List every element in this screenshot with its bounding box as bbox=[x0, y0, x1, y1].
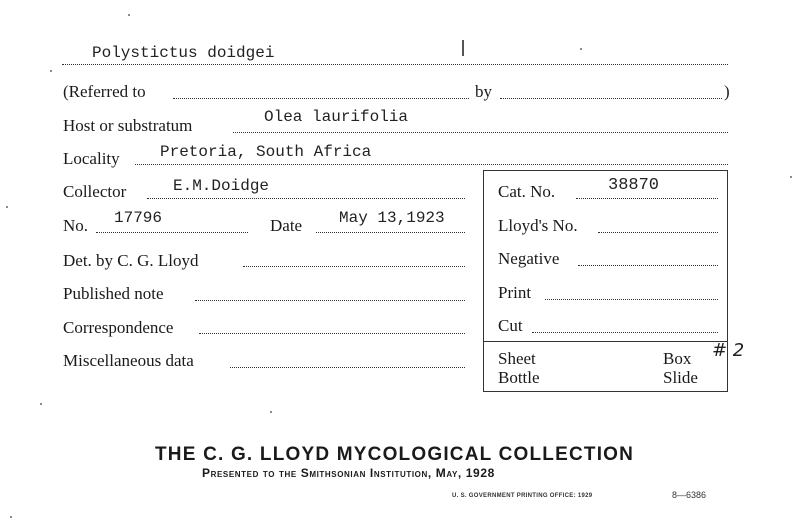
box-label: Box bbox=[663, 349, 692, 368]
by-line bbox=[500, 98, 722, 99]
print-label: Print bbox=[498, 283, 532, 302]
species-line bbox=[62, 64, 728, 65]
cat-no-value: 38870 bbox=[608, 176, 660, 195]
scan-speck bbox=[270, 411, 272, 413]
slide-label: Slide bbox=[663, 368, 698, 387]
lloyds-no-label: Lloyd's No. bbox=[498, 216, 578, 235]
det-by-label: Det. by C. G. Lloyd bbox=[63, 251, 199, 270]
cat-no-line bbox=[576, 198, 718, 199]
form-number: 8—6386 bbox=[672, 490, 707, 500]
by-label: by bbox=[475, 82, 492, 101]
collector-label: Collector bbox=[63, 182, 127, 201]
host-value: Olea laurifolia bbox=[264, 108, 409, 126]
scan-speck bbox=[40, 403, 42, 405]
printing-office-note: U. S. GOVERNMENT PRINTING OFFICE: 1929 bbox=[452, 493, 593, 499]
date-line bbox=[316, 232, 465, 233]
scan-speck bbox=[10, 516, 12, 518]
misc-data-line bbox=[230, 367, 465, 368]
locality-label: Locality bbox=[63, 149, 120, 168]
host-label: Host or substratum bbox=[63, 116, 193, 135]
det-by-line bbox=[243, 266, 465, 267]
lloyds-no-line bbox=[598, 232, 718, 233]
scan-speck bbox=[50, 70, 52, 72]
collector-value: E.M.Doidge bbox=[173, 177, 270, 195]
published-note-label: Published note bbox=[63, 284, 164, 303]
scan-speck bbox=[580, 48, 582, 50]
cut-line bbox=[532, 332, 718, 333]
locality-line bbox=[135, 164, 728, 165]
date-label: Date bbox=[270, 216, 303, 235]
scan-speck bbox=[6, 206, 8, 208]
negative-line bbox=[578, 265, 718, 266]
correspondence-label: Correspondence bbox=[63, 318, 174, 337]
referred-to-label: (Referred to bbox=[63, 82, 146, 101]
pencil-mark bbox=[462, 40, 464, 56]
misc-data-label: Miscellaneous data bbox=[63, 351, 194, 370]
box-divider bbox=[483, 341, 728, 342]
closing-paren: ) bbox=[724, 82, 730, 101]
collection-title: THE C. G. LLOYD MYCOLOGICAL COLLECTION bbox=[155, 444, 635, 465]
negative-label: Negative bbox=[498, 249, 560, 268]
sheet-label: Sheet bbox=[498, 349, 536, 368]
scan-speck bbox=[128, 14, 130, 16]
scan-speck bbox=[790, 176, 792, 178]
referred-to-line bbox=[173, 98, 469, 99]
correspondence-line bbox=[199, 333, 465, 334]
locality-value: Pretoria, South Africa bbox=[160, 143, 372, 161]
bottle-label: Bottle bbox=[498, 368, 540, 387]
collector-line bbox=[147, 198, 465, 199]
cut-label: Cut bbox=[498, 316, 523, 335]
collection-subtitle: Presented to the Smithsonian Institution, May, 1928 bbox=[202, 466, 495, 480]
cat-no-label: Cat. No. bbox=[498, 182, 556, 201]
print-line bbox=[545, 299, 718, 300]
no-value: 17796 bbox=[114, 209, 163, 227]
box-number-handwritten: # 2 bbox=[712, 340, 745, 361]
published-note-line bbox=[195, 300, 465, 301]
host-line bbox=[233, 132, 728, 133]
no-label: No. bbox=[63, 216, 89, 235]
species-name: Polystictus doidgei bbox=[92, 44, 275, 62]
date-value: May 13,1923 bbox=[339, 209, 445, 227]
no-line bbox=[96, 232, 248, 233]
